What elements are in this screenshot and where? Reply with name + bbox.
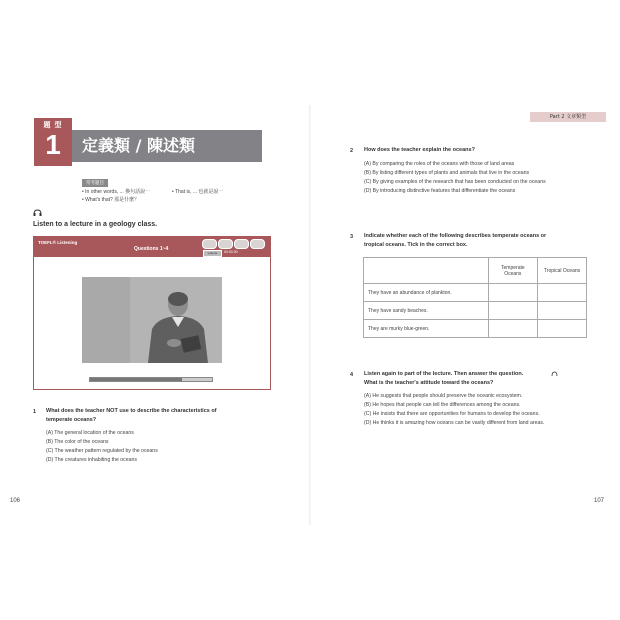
type-label: 題 型 [43,122,63,129]
q4-number: 4 [350,372,354,378]
q4-text-line1: Listen again to part of the lecture. Then answer the question. [364,371,524,377]
headphones-icon [33,209,42,216]
q4-option-c[interactable]: (C) He insists that there are opportunities for humans to develop the oceans. [364,411,540,417]
lecturer-photo [82,277,222,363]
type-number: 1 [45,129,61,160]
row-2-label: They have sandy beaches. [364,302,489,320]
audio-progress-bar[interactable] [89,377,213,382]
q4-option-d[interactable]: (D) He thinks it is amazing how oceans can be vastly different from land areas. [364,420,545,426]
phrase-2: • That is, ... 也就是說⋯ [172,189,224,195]
type-badge [34,118,72,166]
col-tropical: Tropical Oceans [538,258,587,284]
q2-number: 2 [350,148,354,154]
chapter-title: 定義類 / 陳述類 [82,136,195,155]
audio-progress-fill [90,378,182,381]
row-1-label: They have an abundance of plankton. [364,284,489,302]
chapter-title-bar [72,130,262,162]
page-gutter [309,105,311,525]
q1-text-line1: What does the teacher NOT use to describe the characteristics of [46,408,217,414]
row-3-temperate-box[interactable] [488,320,537,338]
q3-text-line2: tropical oceans. Tick in the correct box. [364,242,468,248]
q3-text-line1: Indicate whether each of the following describes temperate oceans or [364,233,547,239]
q1-option-a[interactable]: (A) The general location of the oceans [46,430,134,436]
player-questions-label: Questions 1~4 [134,246,169,252]
right-page-number: 107 [594,498,605,504]
q1-option-b[interactable]: (B) The color of the oceans [46,439,109,445]
q4-option-b[interactable]: (B) He hopes that people can tell the differences among the oceans. [364,402,521,408]
phrase-1: • In other words, ... 換句話說⋯ [82,189,151,195]
row-2-temperate-box[interactable] [488,302,537,320]
replay-headphones-icon [551,371,558,377]
row-3-label: They are murky blue-green. [364,320,489,338]
col-temperate: Temperate Oceans [488,258,537,284]
row-2-tropical-box[interactable] [538,302,587,320]
q2-option-d[interactable]: (D) By introducing distinctive features that differentiate the oceans [364,188,516,194]
q2-option-a[interactable]: (A) By comparing the roles of the oceans with those of land areas [364,161,515,167]
row-3-tropical-box[interactable] [538,320,587,338]
q4-option-a[interactable]: (A) He suggests that people should preserve the oceanic ecosystem. [364,393,523,399]
q4-text-line2: What is the teacher's attitude toward the oceans? [364,380,494,386]
q1-option-c[interactable]: (C) The weather pattern regulated by the oceans [46,448,158,454]
q1-option-d[interactable]: (D) The creatures inhabiting the oceans [46,457,138,463]
volume-button[interactable]: volume [203,250,222,257]
q2-option-c[interactable]: (C) By giving examples of the research that has been conducted on the oceans [364,179,546,185]
phrase-3: • What's that? 那是什麼？ [82,197,140,203]
q1-text-line2: temperate oceans? [46,417,97,423]
left-page-number: 106 [10,498,21,504]
row-1-tropical-box[interactable] [538,284,587,302]
listening-instruction: Listen to a lecture in a geology class. [33,221,158,228]
q3-table [363,257,587,338]
player-time: 00:00:30 [224,250,238,254]
q3-number: 3 [350,234,354,240]
q2-option-b[interactable]: (B) By listing different types of plants and animals that live in the oceans [364,170,530,176]
row-1-temperate-box[interactable] [488,284,537,302]
phrases-title: 常考題目 [82,179,108,187]
audio-player [33,236,271,390]
q1-number: 1 [33,409,37,415]
q2-text: How does the teacher explain the oceans? [364,147,475,153]
player-button-3[interactable] [234,239,249,249]
player-button-4[interactable] [250,239,265,249]
player-button-1[interactable] [202,239,217,249]
table-corner [364,258,489,284]
player-button-2[interactable] [218,239,233,249]
section-tag: Part 2 文章類型 [530,112,606,122]
player-logo: TOEFL® Listening [38,240,78,245]
